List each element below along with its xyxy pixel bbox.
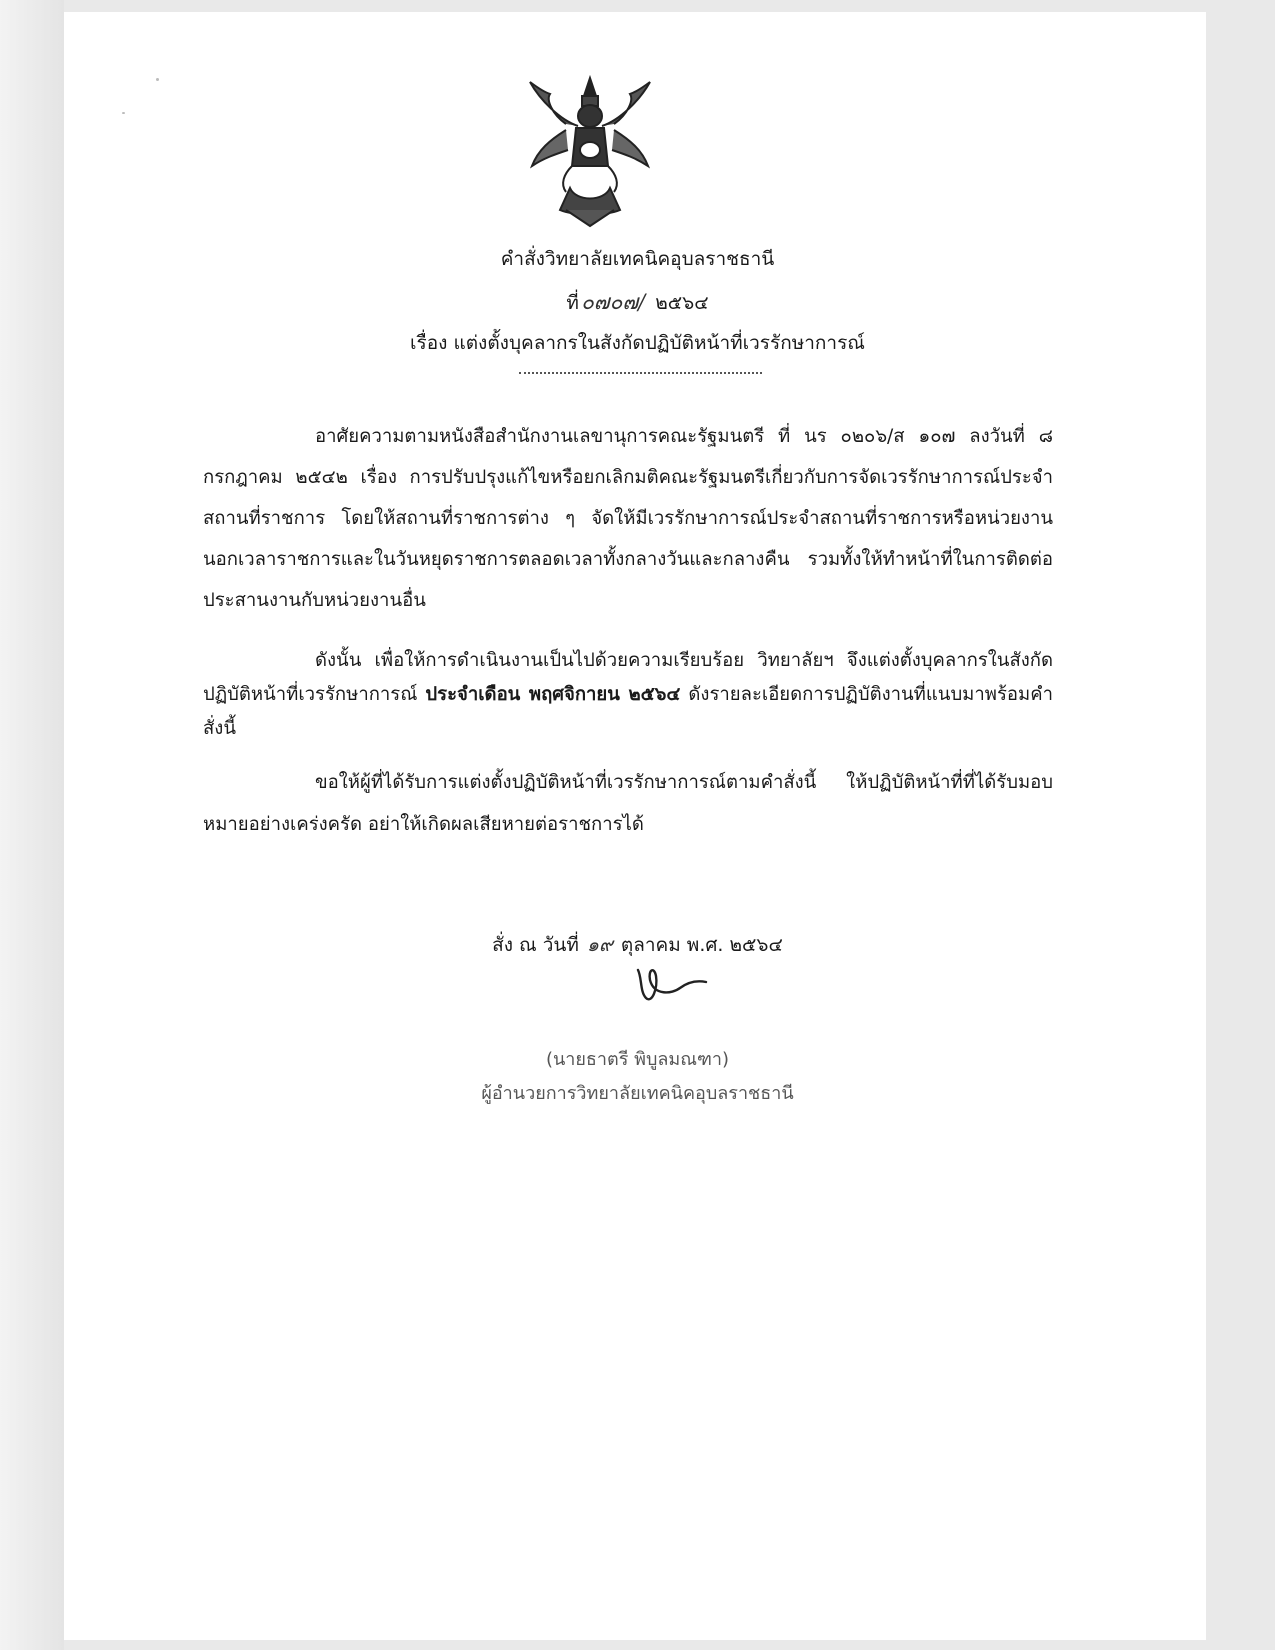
- order-subject: เรื่อง แต่งตั้งบุคลากรในสังกัดปฏิบัติหน้าที่เวรรักษาการณ์: [410, 332, 865, 354]
- handwritten-signature-icon: [632, 958, 712, 1014]
- paragraph-reference: [203, 416, 1053, 621]
- signer-name: (นายธาตรี พิบูลมณฑา): [545, 1049, 730, 1070]
- order-date: [0, 930, 1275, 960]
- scan-speck: [122, 112, 125, 114]
- order-date-suffix: ตุลาคม พ.ศ. ๒๕๖๔: [620, 934, 783, 956]
- duty-month-bold: ประจำเดือน พฤศจิกายน ๒๕๖๔: [425, 684, 681, 705]
- paragraph-appointment: [203, 644, 1053, 746]
- order-title: คำสั่งวิทยาลัยเทคนิคอุบลราชธานี: [500, 248, 775, 270]
- order-date-prefix: สั่ง ณ วันที่: [492, 934, 579, 956]
- signer-position: ผู้อำนวยการวิทยาลัยเทคนิคอุบลราชธานี: [481, 1083, 794, 1104]
- paragraph-instruction-text: ขอให้ผู้ที่ได้รับการแต่งตั้งปฏิบัติหน้าที่เวรรักษาการณ์ตามคำสั่งนี้ ให้ปฏิบัติหน้าที่ที่ได้รับมอบหมายอย่างเคร่งครัด อย่าให้เกิดผลเสียหายต่อราชการได้: [203, 772, 1053, 835]
- order-number-prefix: ที่: [566, 292, 579, 314]
- order-date-day-handwritten: ๑๙: [586, 934, 613, 956]
- order-number: [0, 286, 1275, 319]
- order-number-year: ๒๕๖๔: [655, 292, 709, 314]
- paragraph-reference-text: อาศัยความตามหนังสือสำนักงานเลขานุการคณะรัฐมนตรี ที่ นร ๐๒๐๖/ส ๑๐๗ ลงวันที่ ๘ กรกฎาคม ๒๕๔๒ เรื่อง การปรับปรุงแก้ไขหรือยกเลิกมติคณะรัฐมนตรีเกี่ยวกับการจัดเวรรักษาการณ์ประจำสถานที่ราชการ โดยให้สถานที่ราชการต่าง ๆ จัดให้มีเวรรักษาการณ์ประจำสถานที่ราชการหรือหน่วยงานนอกเวลาราชการและในวันหยุดราชการตลอดเวลาทั้งกลางวันและกลางคืน รวมทั้งให้ทำหน้าที่ในการติดต่อประสานงานกับหน่วยงานอื่น: [203, 426, 1053, 611]
- paragraph-appointment-start: ดังนั้น เพื่อให้การดำเนินงานเป็นไปด้วยความเรียบร้อย วิทยาลัยฯ จึงแต่งตั้งบุคลากรในสังกัดปฏิบัติหน้าที่เวรรักษาการณ์: [203, 650, 1053, 705]
- paragraph-instruction: [203, 762, 1053, 846]
- order-number-handwritten: ๐๗๐๗/: [580, 290, 646, 314]
- garuda-emblem-icon: [510, 70, 670, 230]
- scan-speck: [156, 78, 159, 81]
- paragraph-appointment-end: ดังรายละเอียดการปฏิบัติงานที่แนบมาพร้อมคำสั่งนี้: [203, 684, 1053, 739]
- dotted-divider: [519, 372, 762, 374]
- paragraph-appointment-text: [203, 644, 1053, 746]
